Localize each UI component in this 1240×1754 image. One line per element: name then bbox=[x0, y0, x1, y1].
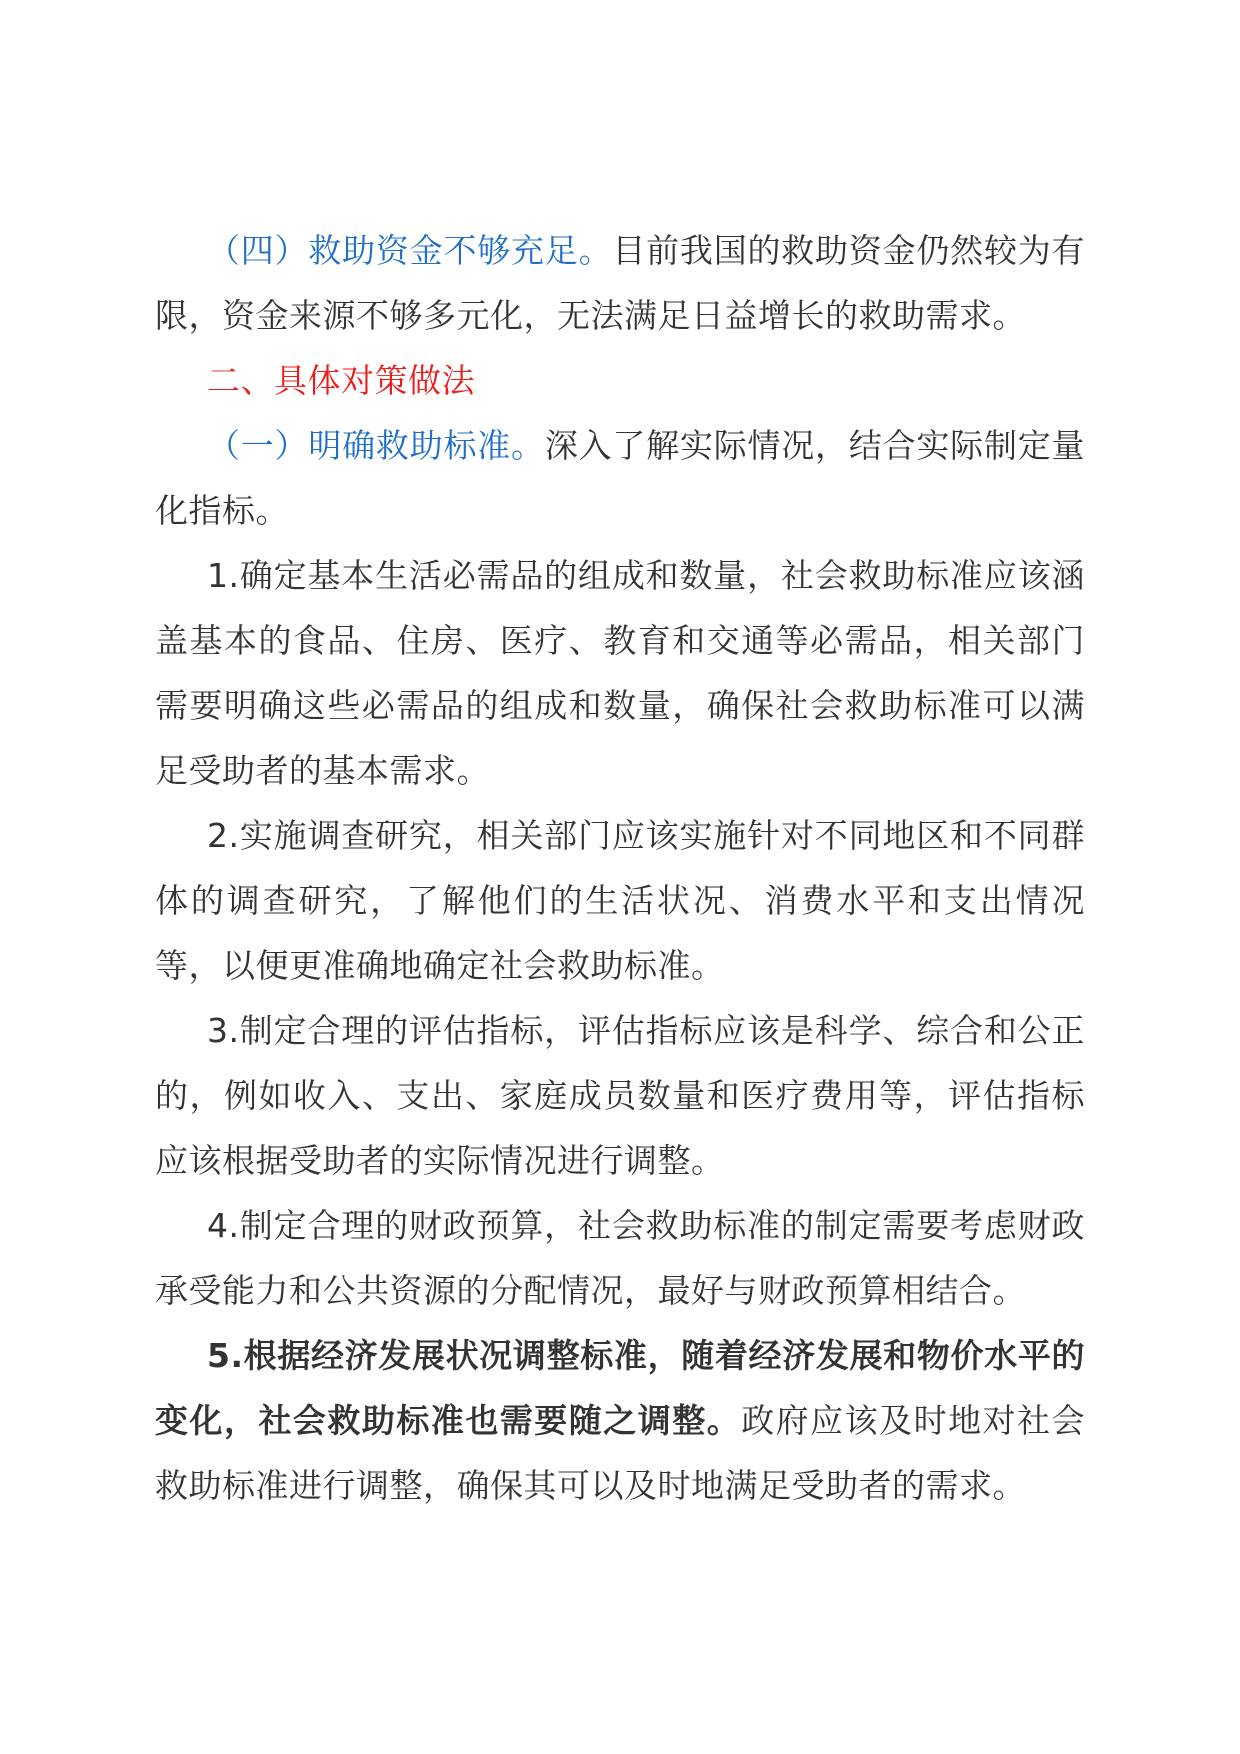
list-item-5 bbox=[155, 1323, 1085, 1518]
paragraph-clarify-standards bbox=[155, 413, 1085, 543]
list-item-3: 3.制定合理的评估指标，评估指标应该是科学、综合和公正的，例如收入、支出、家庭成员数量和医疗费用等，评估指标应该根据受助者的实际情况进行调整。 bbox=[155, 1011, 1085, 1180]
document-page bbox=[155, 218, 1085, 1518]
list-item-2: 2.实施调查研究，相关部门应该实施针对不同地区和不同群体的调查研究，了解他们的生活状况、消费水平和支出情况等，以便更准确地确定社会救助标准。 bbox=[155, 816, 1085, 985]
paragraph-funding-shortage bbox=[155, 218, 1085, 348]
subsection-heading-4: （四）救助资金不够充足。 bbox=[207, 231, 613, 270]
list-item-5-body: 政府应该及时地对社会救助标准进行调整，确保其可以及时地满足受助者的需求。 bbox=[155, 1401, 1086, 1505]
list-item-4: 4.制定合理的财政预算，社会救助标准的制定需要考虑财政承受能力和公共资源的分配情况，最好与财政预算相结合。 bbox=[155, 1206, 1085, 1310]
list-item-5-bold-lead: 5.根据经济发展状况调整标准，随着经济发展和物价水平的变化，社会救助标准也需要随之调整。 bbox=[155, 1336, 1085, 1440]
paragraph-body: 目前我国的救助资金仍然较为有限，资金来源不够多元化，无法满足日益增长的救助需求。 bbox=[155, 231, 1086, 335]
list-item-1: 1.确定基本生活必需品的组成和数量，社会救助标准应该涵盖基本的食品、住房、医疗、教育和交通等必需品，相关部门需要明确这些必需品的组成和数量，确保社会救助标准可以满足受助者的基本需求。 bbox=[155, 556, 1085, 790]
subsection-heading-1: （一）明确救助标准。 bbox=[207, 426, 545, 465]
section-title: 二、具体对策做法 bbox=[207, 361, 475, 400]
paragraph-body: 深入了解实际情况，结合实际制定量化指标。 bbox=[155, 426, 1086, 530]
